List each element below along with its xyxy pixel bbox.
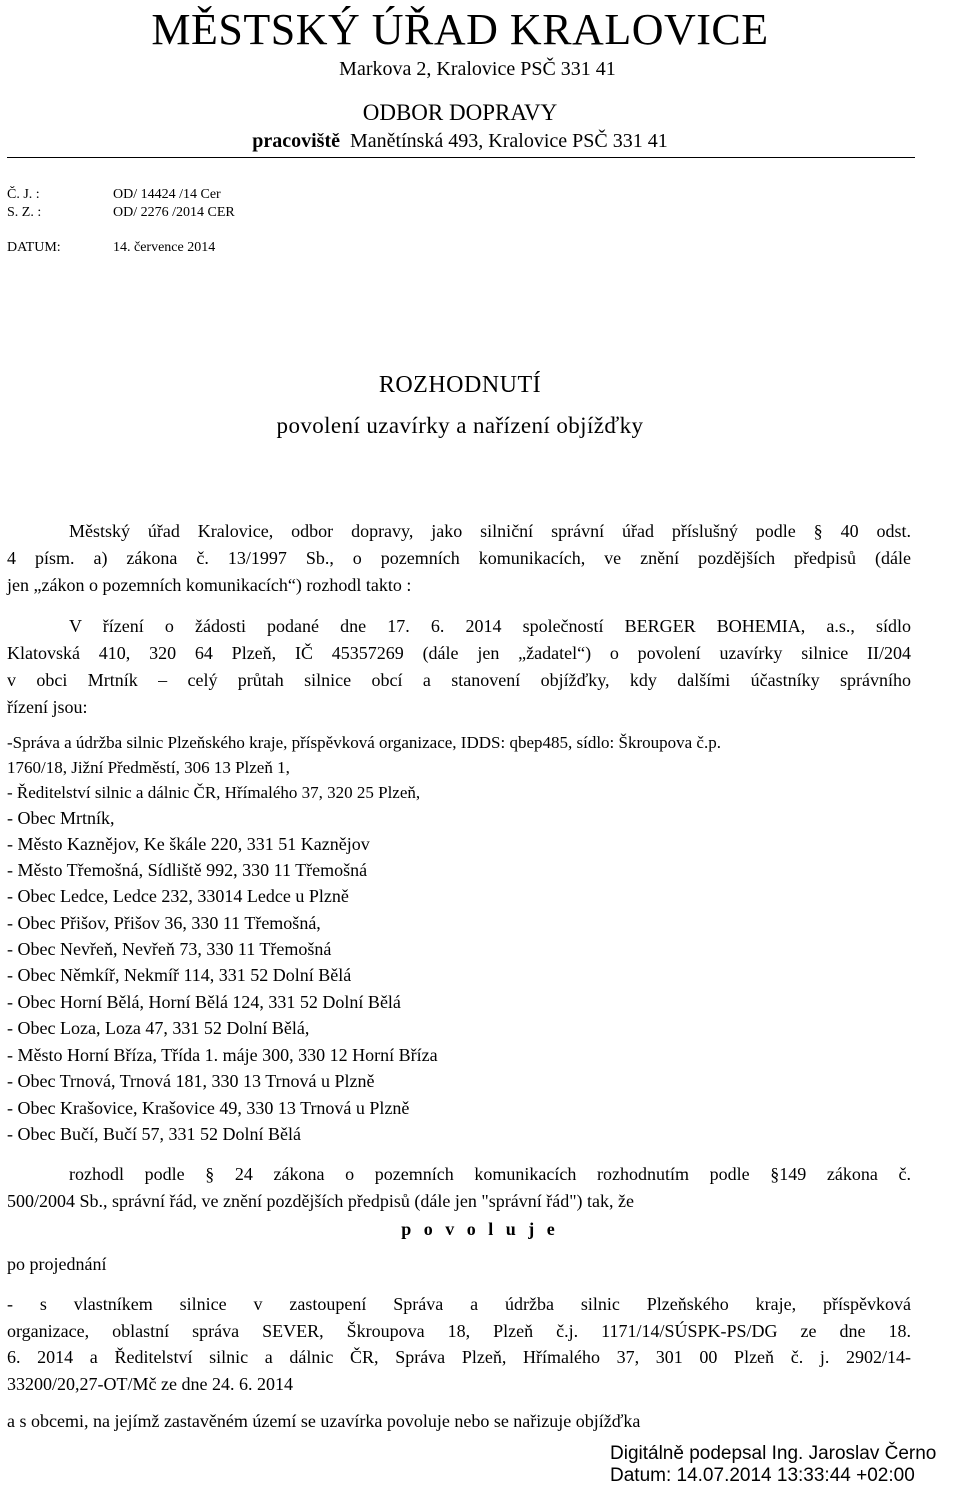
participant-item: - Ředitelství silnic a dálnic ČR, Hřímalého 37, 320 25 Plzeň, xyxy=(7,783,421,802)
participant-item: - Obec Trnová, Trnová 181, 330 13 Trnová u Plzně xyxy=(7,1071,375,1091)
owner-line: organizace, oblastní správa SEVER, Škroupova 18, Plzeň č.j. 1171/14/SÚSPK-PS/DG ze dne 18. xyxy=(7,1321,911,1341)
decided-line: rozhodl podle § 24 zákona o pozemních komunikacích rozhodnutím podle §149 zákona č. xyxy=(69,1164,911,1184)
after-negotiation: po projednání xyxy=(7,1254,107,1274)
office-address: Markova 2, Kralovice PSČ 331 41 xyxy=(339,58,616,80)
sz-value: OD/ 2276 /2014 CER xyxy=(113,205,235,220)
participant-item: - Obec Ledce, Ledce 232, 33014 Ledce u Plzně xyxy=(7,886,349,906)
participant-item: - Obec Bučí, Bučí 57, 331 52 Dolní Bělá xyxy=(7,1124,301,1144)
municipalities-line: a s obcemi, na jejímž zastavěném území se uzavírka povoluje nebo se nařizuje objížďka xyxy=(7,1411,641,1431)
office-title: MĚSTSKÝ ÚŘAD KRALOVICE xyxy=(151,5,769,54)
owner-line: 6. 2014 a Ředitelství silnic a dálnic ČR, Správa Plzeň, Hřímalého 37, 301 00 Plzeň č. j. 2902/14- xyxy=(7,1347,911,1367)
cj-label: Č. J. : xyxy=(7,187,40,202)
signature-line: Digitálně podepsal Ing. Jaroslav Černo xyxy=(610,1443,937,1464)
sz-label: S. Z. : xyxy=(7,205,42,220)
request-line: řízení jsou: xyxy=(7,697,88,717)
permits-heading: p o v o l u j e xyxy=(401,1219,559,1239)
participant-item: - Obec Krašovice, Krašovice 49, 330 13 Trnová u Plzně xyxy=(7,1098,410,1118)
signature-date: Datum: 14.07.2014 13:33:44 +02:00 xyxy=(610,1465,915,1486)
participant-item: - Obec Loza, Loza 47, 331 52 Dolní Bělá, xyxy=(7,1018,310,1038)
participant-item: - Obec Nevřeň, Nevřeň 73, 330 11 Třemošná xyxy=(7,939,332,959)
participant-item: - Obec Horní Bělá, Horní Bělá 124, 331 52 Dolní Bělá xyxy=(7,992,401,1012)
workplace-address: Manětínská 493, Kralovice PSČ 331 41 xyxy=(350,130,668,152)
date-label: DATUM: xyxy=(7,240,61,255)
participant-line: 1760/18, Jižní Předměstí, 306 13 Plzeň 1, xyxy=(7,758,290,777)
workplace-line xyxy=(0,130,920,153)
participant-item: - Obec Přišov, Přišov 36, 330 11 Třemošná, xyxy=(7,913,321,933)
request-line: V řízení o žádosti podané dne 17. 6. 2014 společností BERGER BOHEMIA, a.s., sídlo xyxy=(69,616,911,636)
participant-item: - Město Horní Bříza, Třída 1. máje 300, 330 12 Horní Bříza xyxy=(7,1045,438,1065)
cj-value: OD/ 14424 /14 Cer xyxy=(113,187,221,202)
decision-subtitle: povolení uzavírky a nařízení objížďky xyxy=(276,413,644,438)
request-line: Klatovská 410, 320 64 Plzeň, IČ 45357269 (dále jen „žadatel“) o povolení uzavírky silnice II/204 xyxy=(7,643,911,663)
department-name: ODBOR DOPRAVY xyxy=(362,100,558,125)
participant-item: - Obec Mrtník, xyxy=(7,808,115,828)
participant-item: - Město Kaznějov, Ke škále 220, 331 51 Kaznějov xyxy=(7,834,370,854)
intro-line: Městský úřad Kralovice, odbor dopravy, jako silniční správní úřad příslušný podle § 40 odst. xyxy=(69,521,911,541)
owner-line: 33200/20,27-OT/Mč ze dne 24. 6. 2014 xyxy=(7,1374,293,1394)
participant-item: - Město Třemošná, Sídliště 992, 330 11 Třemošná xyxy=(7,860,368,880)
intro-line: 4 písm. a) zákona č. 13/1997 Sb., o pozemních komunikacích, ve znění pozdějších předpisů (dále xyxy=(7,548,911,568)
owner-line: - s vlastníkem silnice v zastoupení Správa a údržba silnic Plzeňského kraje, příspěvková xyxy=(7,1294,911,1314)
header-rule xyxy=(7,157,915,158)
decision-title: ROZHODNUTÍ xyxy=(378,372,542,398)
participant-line: -Správa a údržba silnic Plzeňského kraje, příspěvková organizace, IDDS: qbep485, sídlo: Škroupova č.p. xyxy=(7,733,721,752)
date-value: 14. července 2014 xyxy=(113,240,216,255)
request-line: v obci Mrtník – celý průtah silnice obcí a stanovení objížďky, kdy dalšími účastníky správního xyxy=(7,670,911,690)
decided-line: 500/2004 Sb., správní řád, ve znění pozdějších předpisů (dále jen "správní řád") tak, že xyxy=(7,1191,635,1211)
intro-line: jen „zákon o pozemních komunikacích“) rozhodl takto : xyxy=(7,575,412,595)
participant-item: - Obec Němkíř, Nekmíř 114, 331 52 Dolní Bělá xyxy=(7,965,352,985)
workplace-label: pracoviště xyxy=(252,130,340,152)
